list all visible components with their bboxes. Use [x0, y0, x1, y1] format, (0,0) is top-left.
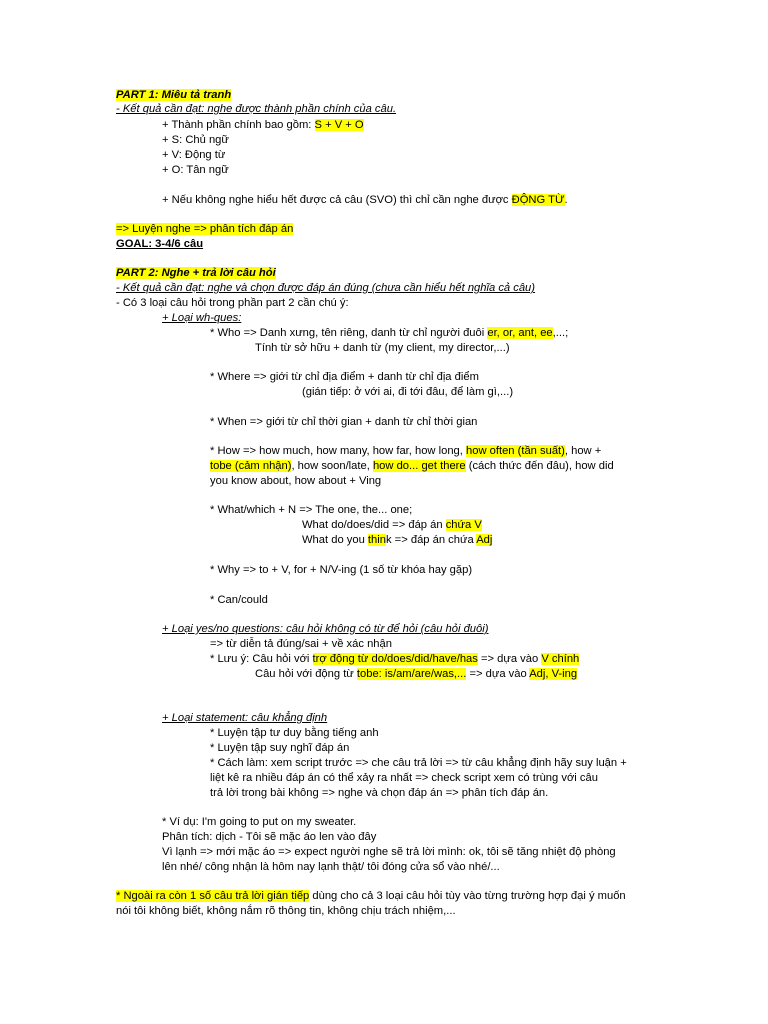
- verb-tip-prefix: + Nếu không nghe hiểu hết được cả câu (SVO) thì chỉ cần nghe được: [162, 194, 512, 206]
- wh-ques-title: + Loại wh-ques:: [162, 312, 242, 324]
- what-line-1: * What/which + N => The one, the... one;: [210, 504, 413, 516]
- statement-line-4: liệt kê ra nhiều đáp án có thể xảy ra nhất => check script xem có trùng với câu: [210, 772, 598, 784]
- s-definition: + S: Chủ ngữ: [162, 134, 229, 146]
- main-verb-highlight: V chính: [541, 653, 580, 665]
- adj-ving-highlight: Adj, V-ing: [529, 668, 578, 680]
- v-definition: + V: Động từ: [162, 149, 226, 161]
- when-line: * When => giới từ chỉ thời gian + danh từ chỉ thời gian: [210, 416, 478, 428]
- part1-subtitle: - Kết quả cần đạt: nghe được thành phần chính của câu.: [116, 103, 397, 115]
- example-line-3: Vì lạnh => mới mặc áo => expect người nghe sẽ trả lời mình: ok, tôi sẽ tăng nhiệt độ phòng: [162, 846, 616, 858]
- tobe-feeling-highlight: tobe (cảm nhận): [210, 460, 292, 472]
- what-line-3-b: k => đáp án chứa: [385, 534, 477, 546]
- what-line-2: [302, 518, 482, 532]
- who-suffix: ,...;: [552, 327, 569, 339]
- indirect-rest: dùng cho cả 3 loại câu hỏi tùy vào từng trường hợp đại ý muốn: [309, 890, 626, 902]
- can-could-line: * Can/could: [210, 594, 268, 606]
- yesno-title: + Loại yes/no questions: câu hỏi không có từ để hỏi (câu hỏi đuôi): [162, 623, 489, 635]
- statement-line-5: trả lời trong bài không => nghe và chọn đáp án => phân tích đáp án.: [210, 787, 549, 799]
- adj-highlight: Adj: [476, 534, 493, 546]
- part2-intro: - Có 3 loại câu hỏi trong phần part 2 cần chú ý:: [116, 297, 349, 309]
- indirect-line-2: nói tôi không biết, không nắm rõ thông tin, không chịu trách nhiệm,...: [116, 905, 456, 917]
- how-a: * How => how much, how many, how far, how long,: [210, 445, 466, 457]
- how-line-2: [210, 459, 614, 473]
- who-line-2: Tính từ sở hữu + danh từ (my client, my director,...): [255, 342, 510, 354]
- yesno-note-a: * Lưu ý: Câu hỏi với: [210, 653, 313, 665]
- part1-main-parts: [162, 118, 364, 132]
- svo-formula: S + V + O: [314, 119, 364, 131]
- contains-v-highlight: chứa V: [445, 519, 482, 531]
- statement-line-3: * Cách làm: xem script trước => che câu trả lời => từ câu khẳng định hãy suy luận +: [210, 757, 627, 769]
- how-line-3: you know about, how about + Ving: [210, 475, 382, 487]
- statement-line-1: * Luyện tập tư duy bằng tiếng anh: [210, 727, 379, 739]
- example-line-4: lên nhé/ công nhận là hôm nay lạnh thật/ tôi đóng cửa sổ vào nhé/...: [162, 861, 500, 873]
- part1-heading-text: PART 1: Miêu tả tranh: [116, 89, 232, 101]
- who-prefix: * Who => Danh xưng, tên riêng, danh từ chỉ người đuôi: [210, 327, 488, 339]
- indirect-highlight: * Ngoài ra còn 1 số câu trả lời gián tiếp: [116, 890, 310, 902]
- part2-heading-text: PART 2: Nghe + trả lời câu hỏi: [116, 267, 276, 279]
- main-parts-prefix: + Thành phần chính bao gồm:: [162, 119, 315, 131]
- yesno-note: [210, 652, 579, 666]
- what-line-2-prefix: What do/does/did => đáp án: [302, 519, 446, 531]
- verb-tip-suffix: .: [564, 194, 568, 206]
- example-line-1: * Ví dụ: I'm going to put on my sweater.: [162, 816, 357, 828]
- statement-title: + Loại statement: câu khẳng định: [162, 712, 328, 724]
- part1-goal: GOAL: 3-4/6 câu: [116, 238, 204, 250]
- part2-heading: [116, 266, 276, 280]
- who-suffixes-highlight: er, or, ant, ee: [487, 327, 553, 339]
- yesno-tobe: [255, 667, 577, 681]
- how-c: , how soon/late,: [291, 460, 373, 472]
- how-b: , how +: [564, 445, 602, 457]
- where-line-1: * Where => giới từ chỉ địa điểm + danh từ chỉ địa điểm: [210, 371, 479, 383]
- what-line-3: [302, 533, 492, 547]
- how-often-highlight: how often (tần suất): [466, 445, 565, 457]
- yesno-line-1: => từ diễn tả đúng/sai + về xác nhận: [210, 638, 392, 650]
- where-line-2: (gián tiếp: ở với ai, đi tới đâu, để làm gì,...): [302, 386, 514, 398]
- who-line: [210, 326, 568, 340]
- statement-line-2: * Luyện tập suy nghĩ đáp án: [210, 742, 350, 754]
- part2-subtitle: - Kết quả cần đạt: nghe và chọn được đáp án đúng (chưa cần hiểu hết nghĩa cả câu): [116, 282, 536, 294]
- yesno-tobe-a: Câu hỏi với động từ: [255, 668, 357, 680]
- tobe-highlight: tobe: is/am/are/was,...: [356, 668, 467, 680]
- example-line-2: Phân tích: dịch - Tôi sẽ mặc áo len vào đây: [162, 831, 377, 843]
- how-line-1: [210, 444, 601, 458]
- o-definition: + O: Tân ngữ: [162, 164, 229, 176]
- part1-practice-text: => Luyện nghe => phân tích đáp án: [116, 223, 294, 235]
- verb-tip: [162, 193, 568, 207]
- part1-heading: [116, 88, 231, 102]
- what-line-3-a: What do you: [302, 534, 368, 546]
- think-highlight: thin: [367, 534, 386, 546]
- part1-practice: [116, 222, 293, 236]
- why-line: * Why => to + V, for + N/V-ing (1 số từ khóa hay gặp): [210, 564, 473, 576]
- indirect-line-1: [116, 889, 626, 903]
- verb-tip-highlight: ĐỘNG TỪ: [511, 194, 565, 206]
- auxiliary-verb-highlight: trợ động từ do/does/did/have/has: [312, 653, 478, 665]
- yesno-tobe-b: => dựa vào: [466, 668, 530, 680]
- how-d: (cách thức đến đâu), how did: [465, 460, 614, 472]
- get-there-highlight: how do... get there: [372, 460, 466, 472]
- yesno-note-b: => dựa vào: [477, 653, 542, 665]
